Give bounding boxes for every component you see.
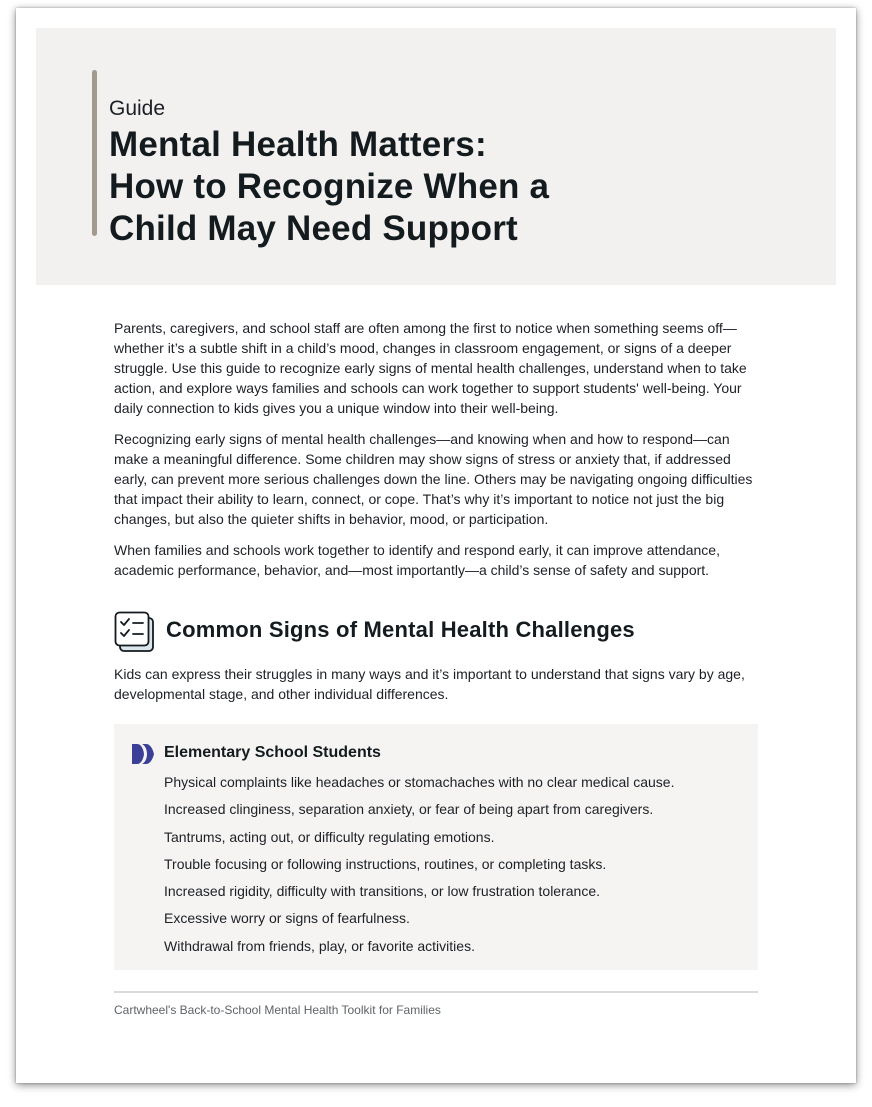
list-item: Tantrums, acting out, or difficulty regulating emotions. bbox=[164, 828, 495, 845]
title-line: Child May Need Support bbox=[109, 209, 518, 248]
header-accent-bar bbox=[92, 70, 97, 236]
intro-paragraph: Parents, caregivers, and school staff are often among the first to notice when something seems off—whether it’s a subtle shift in a child’s mood, changes in classroom engagement, or signs of a deeper struggle. Use this guide to recognize early signs of mental health challenges, understand when to take action, and explore ways families and schools can work together to support students' well-being. Your daily connection to kids gives you a unique window into their well-being. bbox=[114, 320, 747, 416]
intro-paragraph: When families and schools work together to identify and respond early, it can improve attendance, academic performance, behavior, and—most importantly—a child’s sense of safety and support. bbox=[114, 542, 720, 578]
callout-heading: Elementary School Students bbox=[164, 744, 381, 761]
list-item: Excessive worry or signs of fearfulness. bbox=[164, 910, 410, 927]
section-heading: Common Signs of Mental Health Challenges bbox=[166, 617, 635, 642]
intro-paragraph: Recognizing early signs of mental health challenges—and knowing when and how to respond—can make a meaningful difference. Some children may show signs of stress or anxiety that, if addressed early, can prevent more serious challenges down the line. Others may be navigating ongoing difficulties that impact their ability to learn, connect, or cope. That’s why it’s important to notice not just the big changes, but also the quieter shifts in behavior, mood, or participation. bbox=[114, 431, 753, 527]
checklist-icon bbox=[114, 611, 156, 653]
footer-text: Cartwheel's Back-to-School Mental Health Toolkit for Families bbox=[114, 1003, 441, 1017]
list-item: Trouble focusing or following instructions, routines, or completing tasks. bbox=[164, 855, 607, 872]
title-line: How to Recognize When a bbox=[109, 167, 550, 206]
list-item: Withdrawal from friends, play, or favorite activities. bbox=[164, 937, 475, 954]
document-page bbox=[16, 8, 856, 1083]
list-item: Physical complaints like headaches or stomachaches with no clear medical cause. bbox=[164, 774, 675, 790]
list-item: Increased clinginess, separation anxiety, or fear of being apart from caregivers. bbox=[164, 801, 654, 818]
elementary-signs-callout bbox=[114, 724, 758, 970]
footer-divider bbox=[114, 991, 758, 993]
section-intro: Kids can express their struggles in many ways and it’s important to understand that signs vary by age, developmental stage, and other individual differences. bbox=[114, 666, 745, 702]
list-item: Increased rigidity, difficulty with transitions, or low frustration tolerance. bbox=[164, 883, 601, 900]
chevron-double-icon bbox=[132, 744, 154, 764]
title-line: Mental Health Matters: bbox=[109, 125, 487, 164]
page-title bbox=[109, 124, 749, 250]
signs-list bbox=[164, 769, 674, 960]
document-type-label: Guide bbox=[109, 97, 166, 120]
